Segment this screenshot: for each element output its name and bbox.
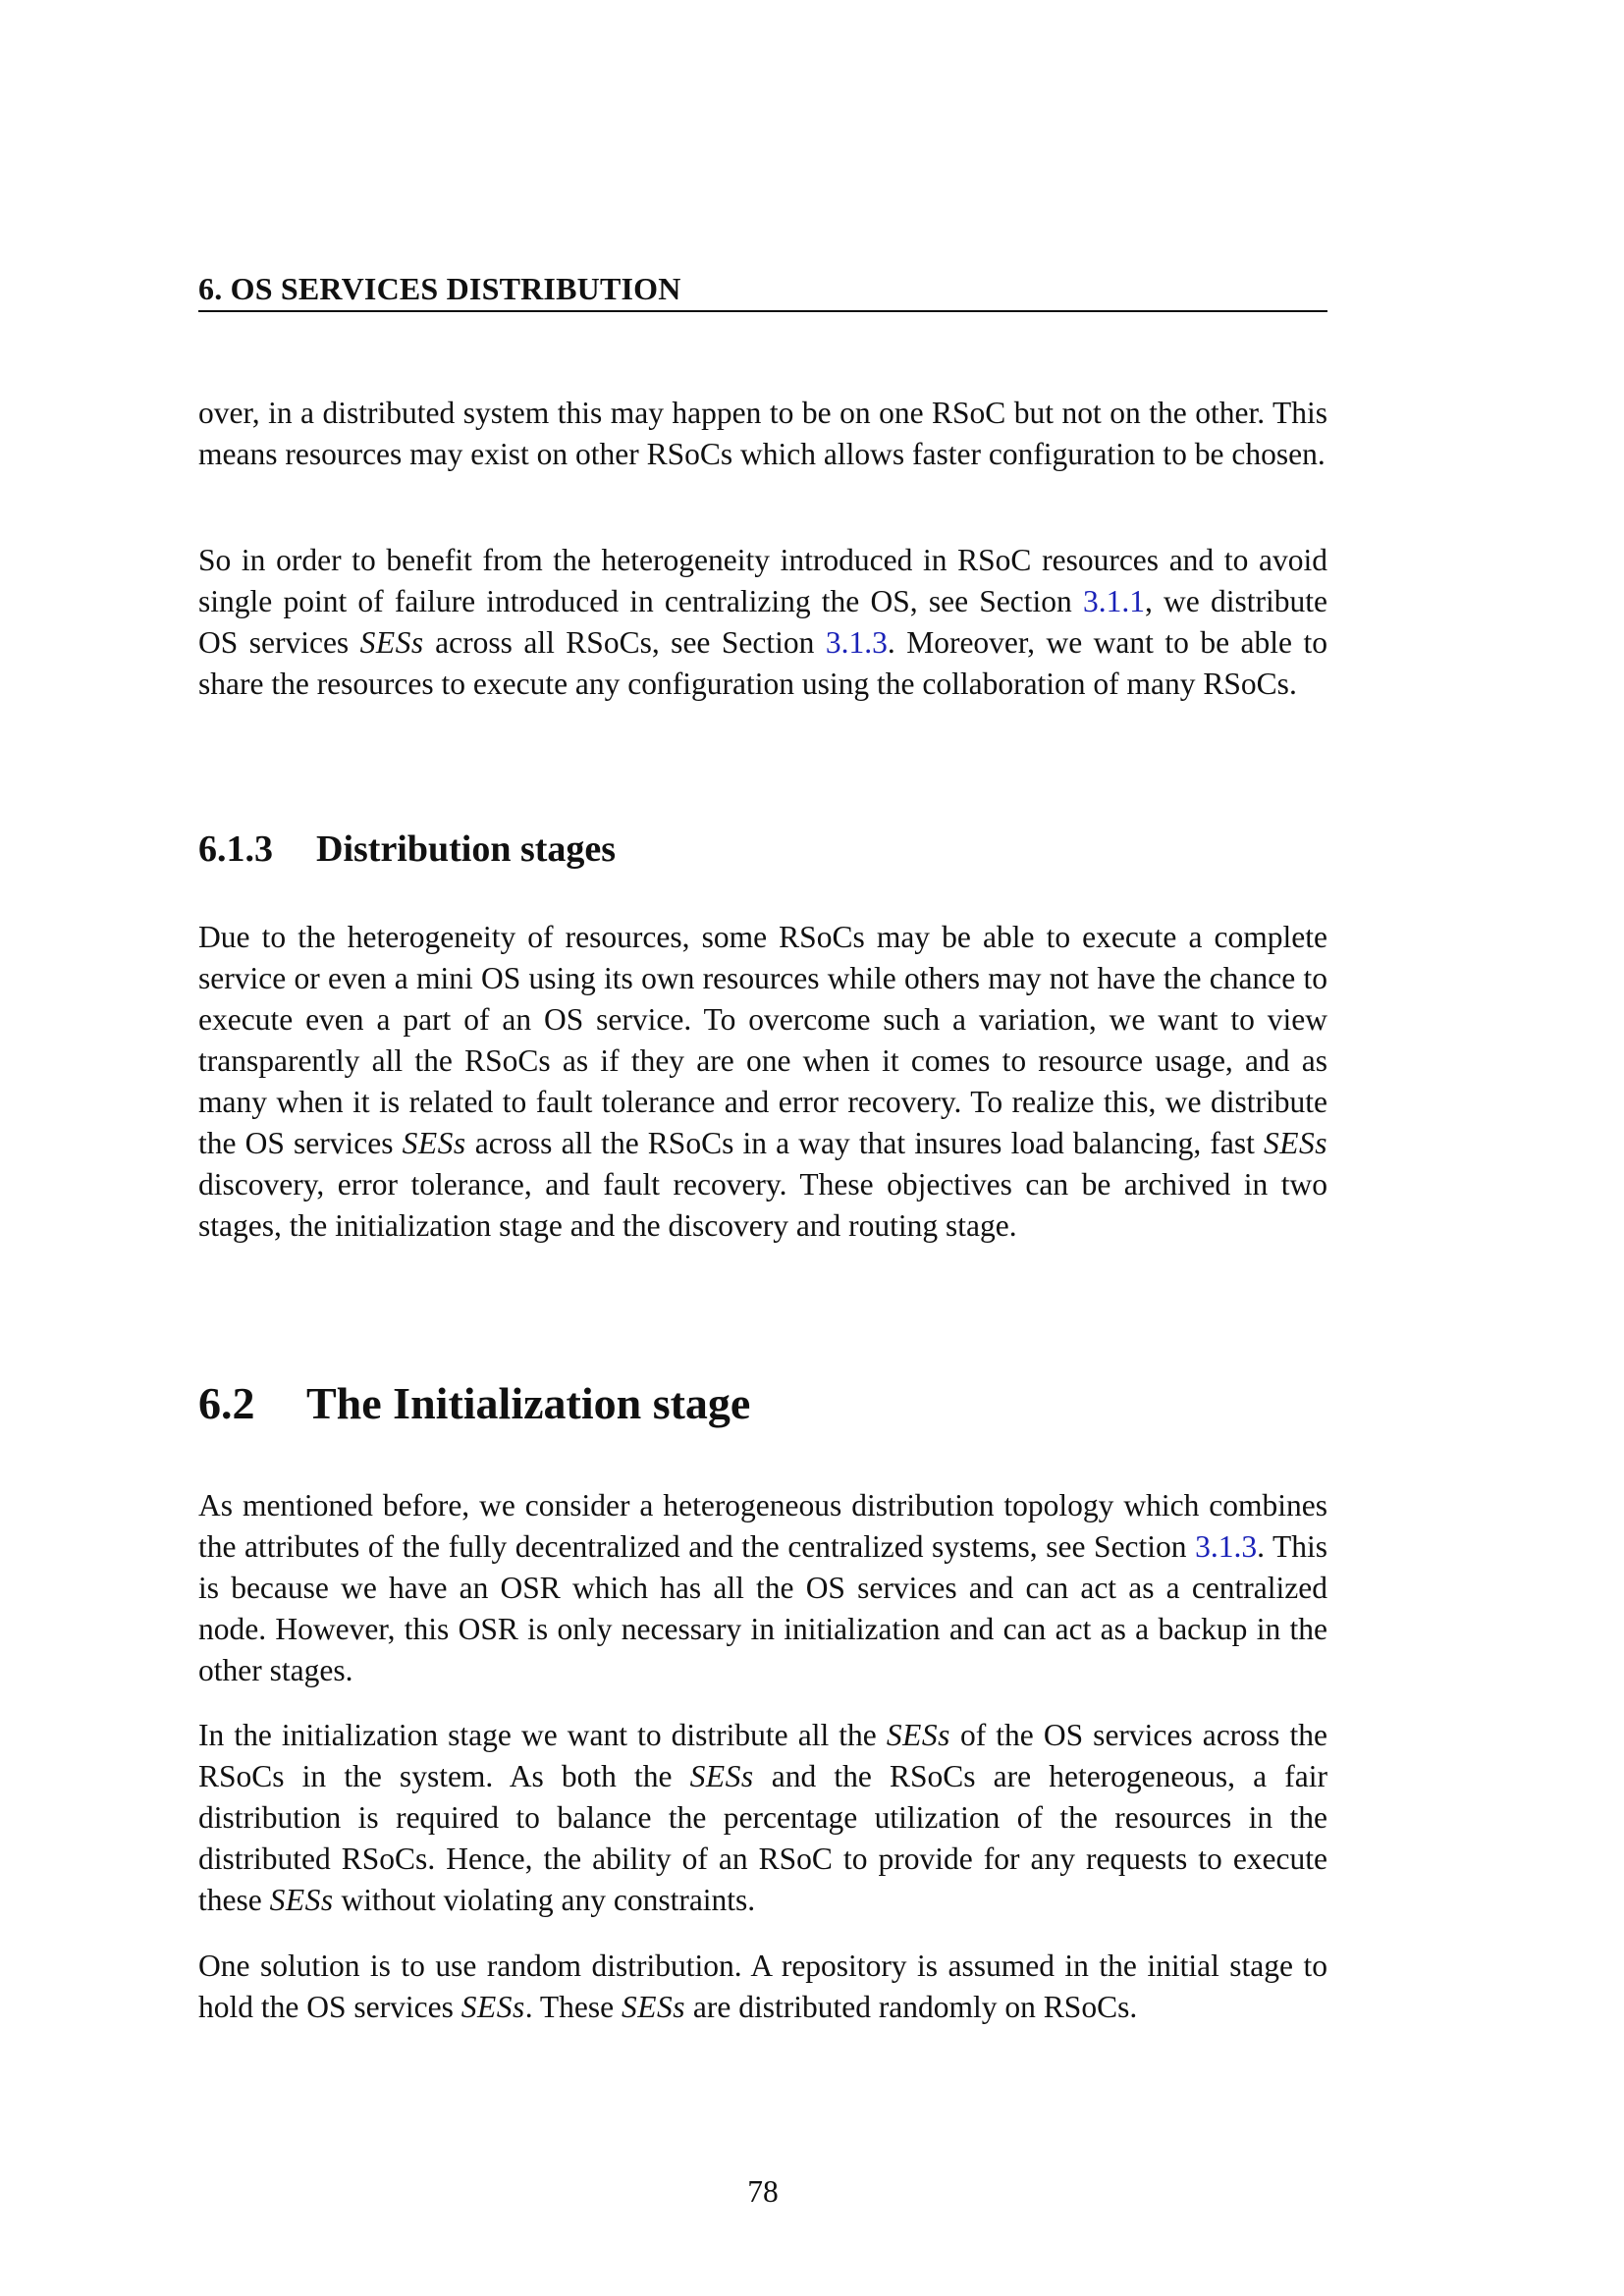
paragraph-distribution-stages [198,917,1327,1247]
math-ses: SESs [1264,1126,1327,1160]
text-run: Due to the heterogeneity of resources, some RSoCs may be able to execute a complete service or even a mini OS using its own resources while others may not have the chance to execute even a part of an OS service. To overcome such a variation, we want to view transparently all the RSoCs as if they are one when it comes to resource usage, and as many when it is related to fault tolerance and error recovery. To realize this, we distribute the OS services [198,920,1327,1160]
section-number: 6.1.3 [198,828,273,870]
document-page [198,0,1327,2296]
math-ses: SESs [402,1126,466,1160]
page-number: 78 [747,2174,779,2209]
paragraph-continuation [198,393,1327,475]
section-title: Distribution stages [316,828,617,870]
text-run: of the OS services across the RSoCs in the system. As both the [198,1718,1327,1793]
paragraph-initialization-stage [198,1715,1327,1921]
math-ses: SESs [359,625,424,660]
running-header: 6. OS SERVICES DISTRIBUTION [198,271,1327,312]
section-title: The Initialization stage [306,1378,751,1428]
text-run: In the initialization stage we want to distribute all the [198,1718,887,1752]
section-heading-6-1-3 [198,828,616,871]
section-number: 6.2 [198,1378,255,1428]
paragraph-text: over, in a distributed system this may happen to be on one RSoC but not on the other. This means resources may exist on other RSoCs which allows faster configuration to be chosen. [198,396,1327,471]
text-run: . Moreover, we want to be able to share the resources to execute any configuration using the collaboration of many RSoCs. [198,625,1327,701]
text-run: and the RSoCs are heterogeneous, a fair distribution is required to balance the percentage utilization of the resources in the distributed RSoCs. Hence, the ability of an RSoC to provide for any requests to execute these [198,1759,1327,1917]
section-heading-6-2 [198,1377,750,1430]
text-run: . These [524,1990,622,2024]
section-ref-link[interactable]: 3.1.1 [1082,584,1145,618]
text-run: One solution is to use random distribution. A repository is assumed in the initial stage to hold the OS services [198,1949,1327,2024]
text-run: are distributed randomly on RSoCs. [685,1990,1138,2024]
text-run: . This is because we have an OSR which has all the OS services and can act as a centralized node. However, this OSR is only necessary in initialization and can act as a backup in the other stages. [198,1529,1327,1687]
text-run: , we distribute OS services [198,584,1327,660]
paragraph-heterogeneous-topology [198,1485,1327,1691]
text-run: As mentioned before, we consider a heterogeneous distribution topology which combines the attributes of the fully decentralized and the centralized systems, see Section [198,1488,1327,1564]
math-ses: SESs [460,1990,525,2024]
text-run: So in order to benefit from the heterogeneity introduced in RSoC resources and to avoid single point of failure introduced in centralizing the OS, see Section [198,543,1327,618]
math-ses: SESs [886,1718,950,1752]
paragraph-random-distribution [198,1946,1327,2028]
text-run: discovery, error tolerance, and fault recovery. These objectives can be archived in two stages, the initialization stage and the discovery and routing stage. [198,1167,1327,1243]
text-run: without violating any constraints. [333,1883,756,1917]
section-ref-link[interactable]: 3.1.3 [1195,1529,1258,1564]
text-run: across all the RSoCs in a way that insures load balancing, fast [465,1126,1264,1160]
text-run: across all RSoCs, see Section [423,625,826,660]
math-ses: SESs [269,1883,334,1917]
math-ses: SESs [622,1990,685,2024]
section-ref-link[interactable]: 3.1.3 [825,625,888,660]
paragraph-benefit-heterogeneity [198,540,1327,705]
math-ses: SESs [689,1759,754,1793]
